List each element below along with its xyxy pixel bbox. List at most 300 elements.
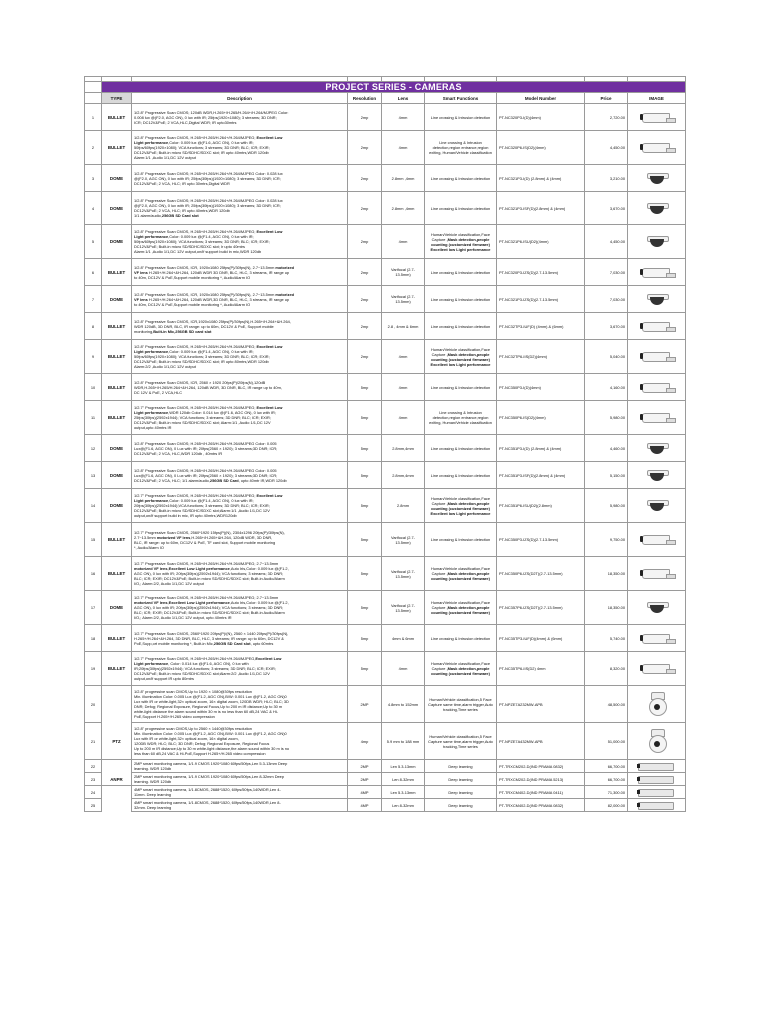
image-cell — [628, 435, 686, 462]
description-line: VF lens H.265+/H.264+&H.264, 120dB WDR,3D DNR, BLC, HLC, 3 streams, IR range up — [134, 296, 290, 302]
price: 9,750.00 — [585, 523, 628, 557]
description-cell — [132, 104, 348, 131]
row-number: 12 — [85, 435, 102, 462]
description-line: 1/2.8" Progressive Scan CMOS; H.265+/H.265/H.264+/H.264/MJPEG Color: 0.005 — [134, 440, 277, 446]
row-number: 8 — [85, 313, 102, 340]
camera-type: DOME — [102, 286, 132, 313]
description-line: DC12V&PoE; 2 VCA, HLC; 1/1 alarm/audio,256GB SD Card, upto 40mtr IR,WDR 120db — [134, 477, 287, 483]
description-line: to 40m, DC12V & PoE,Support mobile monitoring *, Audio/Alarm IO — [134, 274, 251, 280]
description-line: 1/2.7" Progressive Scan CMOS, H.265+/H.265/H.264+/H.264/MJPEG,Excellent Low — [134, 656, 282, 661]
description-line: PoE,Support H.265+/H.265 video compression — [134, 714, 215, 719]
image-cell — [628, 340, 686, 374]
description-cell — [132, 286, 348, 313]
anpr-camera-icon — [637, 761, 677, 771]
table-row — [85, 192, 686, 225]
model-number: PT-NC35TP3-IUF(D)(4mm) & (6mm) — [497, 625, 585, 652]
camera-type: DOME — [102, 192, 132, 225]
description-line: DC12V&PoE; Built-in micro SD/SDHC/SDXC slot;Alarm:2/2 ,Audio 1/1,DC 12V — [134, 671, 270, 676]
bullet-camera-icon — [640, 141, 674, 153]
ptz-camera-icon — [647, 691, 667, 717]
model-number: PT-NC350P3-IZS(D)(2.7-13.5mm) — [497, 523, 585, 557]
dome-camera-icon — [646, 171, 668, 185]
header-type: TYPE — [102, 93, 132, 104]
model-number: PT-TRXCM202-D(IND PRAMA 5213) — [497, 773, 585, 786]
image-cell — [628, 225, 686, 259]
model-number: PT-NC321P3-IZS(D)(2.7-13.5mm) — [497, 286, 585, 313]
model-number: PT-NC320P3-IZS(D)(2.7-13.5mm) — [497, 259, 585, 286]
table-row — [85, 591, 686, 625]
row-number: 11 — [85, 401, 102, 435]
camera-type: BULLET — [102, 652, 132, 686]
description-line: 1/2.8" Progressive Scan CMOS, ICR, 1920x1080 25fps(P)/30fps(N), 2.7~13.5mm motorized — [134, 264, 294, 270]
table-row — [85, 489, 686, 523]
model-number: PT-NC350P6-IZS(D2T)(2.7-13.5mm) — [497, 557, 585, 591]
description-line: BLC, IR range: up to 60m, DC12V & PoE, TF card slot, Support mobile monitoring — [134, 539, 276, 545]
table-row — [85, 104, 686, 131]
row-number: 19 — [85, 652, 102, 686]
row-number: 17 — [85, 591, 102, 625]
description-line: AGC ON), 0 lux with IR; 20fps(30fps)(2592x1944); VCA functions; 3 streams; 3D DNR; — [134, 571, 284, 576]
bullet-camera-icon — [640, 350, 674, 362]
bullet-camera-icon — [640, 662, 674, 674]
resolution: 5mp — [348, 489, 382, 523]
description-line: 1/2.7" Progressive Scan CMOS, H.265+/H.265/H.264+/H.264/MJPEG; Excellent Low — [134, 493, 283, 498]
model-number: PT-NC32TP6-IIS(D2)(4mm) — [497, 340, 585, 374]
camera-type: BULLET — [102, 625, 132, 652]
lens: 2.8 , 4mm & 6mm — [382, 313, 425, 340]
model-number: PT-NC351P3-I(D) (2.8mm) & (4mm) — [497, 435, 585, 462]
smart-functions: Human/Vehicle classification,Face Capture ,Mask detection,people counting (customized firmware) — [425, 652, 497, 686]
description-line: 1/2.8" progressive scan CMOS,Up to 2560 × 1440@30fps resolution — [134, 726, 252, 731]
description-line: 25fps(30fps)(2592x1944); VCA functions; 3 streams; 3D DNR; BLC; ICR; EXIR; — [134, 415, 271, 420]
description-cell — [132, 799, 348, 812]
lens: 4mm — [382, 652, 425, 686]
row-number: 22 — [85, 760, 102, 773]
row-number: 5 — [85, 225, 102, 259]
description-line: I/O,; Alarm:2/2, Audio 1/1,DC 12V output, upto 40mtrs IR — [134, 615, 232, 620]
description-line: 20fps(30fps)(2592x1944);VCA functions; 3 streams; 3D DNR; BLC; ICR; EXIR; — [134, 503, 270, 508]
row-number: 21 — [85, 723, 102, 760]
row-number: 16 — [85, 557, 102, 591]
smart-functions: Line crossing & Intrusion detection — [425, 165, 497, 192]
lens: 4mm & 6mm — [382, 625, 425, 652]
camera-type: DOME — [102, 591, 132, 625]
description-line: 1/2.8" Progressive Scan CMOS; H.265+/H.265/H.264+/H.264/MJPEG Color: 0.028 lux — [134, 198, 283, 203]
table-row — [85, 799, 686, 812]
camera-type — [102, 760, 132, 773]
description-line: Light performance,WDR 120db Color: 0.014 lux @(F1.6, AGC ON), 0 lux with IR; — [134, 410, 276, 415]
model-number: PT-NC350P3-I(D)(4mm) — [497, 374, 585, 401]
image-cell — [628, 286, 686, 313]
model-number: PT-NC321P6-ISU(D2)(4mm) — [497, 225, 585, 259]
price: 66,700.00 — [585, 773, 628, 786]
description-line: 1/2.7" Progressive Scan CMOS, H.265+/H.265/H.264+/H.264/MJPEG; 2.7~13.5mm — [134, 595, 279, 600]
description-line: 1/2.8" Progressive Scan CMOS, ICR, 2560 × 1920 20fps(P)/20fps(N),120dB — [134, 379, 266, 385]
row-number: 1 — [85, 104, 102, 131]
lens: 2.8mm ,4mm — [382, 165, 425, 192]
resolution: 5mp — [348, 462, 382, 489]
description-line: Light performance,Color: 0.009 lux @(F1.4, AGC ON), 0 lux with IR; — [134, 498, 254, 503]
resolution: 2MP — [348, 686, 382, 723]
row-number: 24 — [85, 786, 102, 799]
camera-type: BULLET — [102, 557, 132, 591]
lens: Len 5.3-13mm — [382, 760, 425, 773]
table-row — [85, 165, 686, 192]
description-line: 32mm. Deep learning — [134, 805, 172, 810]
dome-camera-icon — [646, 498, 668, 512]
description-line: motorized VF lens,Excellent Low Light performance,Auto Iris,Color: 0.009 lux @(F1.2, — [134, 600, 289, 605]
description-line: 1/2.7" Progressive Scan CMOS, H.265+/H.265/H.264+/H.264/MJPEG; Excellent Low — [134, 405, 283, 410]
smart-functions: Human/Vehicle classification,5 Face Capture same time,alarm trigger,Auto tracking,Time series — [425, 723, 497, 760]
lens: Varifocal (2.7-13.5mm) — [382, 557, 425, 591]
lens: 2.8mm ,4mm — [382, 192, 425, 225]
smart-functions: Line crossing & Intrusion detection — [425, 313, 497, 340]
resolution: 4mp — [348, 723, 382, 760]
description-line: learning. WDR 120db — [134, 766, 172, 771]
anpr-camera-icon — [637, 787, 677, 797]
description-line: Lux@(F1.6, AGC ON), 0 Lux with IR; 20fps(2560 × 1920); 3 streams;3D DNR; ICR; — [134, 472, 278, 478]
model-number: PT-NC32TP3-IUF(D) (4mm) & (6mm) — [497, 313, 585, 340]
smart-functions: Deep learning — [425, 773, 497, 786]
ptz-camera-icon — [647, 728, 667, 754]
resolution: 5mp — [348, 625, 382, 652]
price: 7,030.00 — [585, 286, 628, 313]
camera-type: ANPR — [102, 773, 132, 786]
resolution: 4MP — [348, 799, 382, 812]
row-number: 15 — [85, 523, 102, 557]
camera-type: BULLET — [102, 131, 132, 165]
description-cell — [132, 625, 348, 652]
lens: Len 5.3-13mm — [382, 786, 425, 799]
camera-type: DOME — [102, 489, 132, 523]
table-row — [85, 435, 686, 462]
description-line: 1/2.8" Progressive Scan CMOS; H.265+/H.265/H.264+/H.264/MJPEG Color: 0.028 lux — [134, 170, 283, 176]
bullet-camera-icon — [640, 533, 674, 545]
table-row — [85, 374, 686, 401]
description-line: 2MP smart monitoring camera, 1/1.9 CMOS 1920*1080 60fps/50fps,Len 8-32mm Deep — [134, 774, 285, 779]
description-line: DNR; Defog; Regional Exposure, Regional Focus,Up to 200 m IR distance;Up to 30 m — [134, 704, 283, 709]
bullet-camera-icon — [640, 381, 674, 393]
resolution: 5mp — [348, 591, 382, 625]
description-line: H.265+/H.264+&H.264, 3D DNR, BLC, HLC, 3 streams; IR range: up to 60m, DC12V & — [134, 635, 284, 641]
table-row — [85, 340, 686, 374]
description-line: I/O,; Alarm:2/2, Audio 1/1,DC 12V output — [134, 581, 204, 586]
lens: Varifocal (2.7-13.5mm) — [382, 259, 425, 286]
model-number: PT-TRXCM202-D(IND PRAMA 0832) — [497, 760, 585, 773]
description-line: Min. illumination Color: 0.005 Lux @(F1.2, AGC ON),B/W: 0.001 Lux @(F1.2, AGC ON)0 — [134, 694, 287, 699]
smart-functions: Line crossing & Intrusion detection,region entrance,region exiting, Human/Vehicle classification — [425, 401, 497, 435]
camera-type — [102, 799, 132, 812]
description-line: learning. WDR 120db — [134, 779, 172, 784]
camera-type: DOME — [102, 435, 132, 462]
description-line: BLC; ICR; EXIR; DC12V&PoE; Built-in micro SD/SDHC/SDXC slot; Built-in Audio/Alarm — [134, 576, 285, 581]
image-cell — [628, 723, 686, 760]
model-number: PT-NPZE7A432MW-APB — [497, 723, 585, 760]
description-line: 11mm. Deep learning — [134, 792, 171, 797]
image-cell — [628, 760, 686, 773]
description-line: 4MP smart monitoring camera, 1/1.8CMOS, 2688*1520, 60fps/50fps,140WDR,Len 4- — [134, 787, 281, 792]
description-line: 1/2.8" Progressive Scan CMOS, H.265+/H.265/H.264+/H.264/MJPEG; Excellent Low — [134, 344, 283, 349]
resolution: 4MP — [348, 786, 382, 799]
description-line: Alarm:1/1 ,Audio 1/1,DC 12V output,on/if support build in mic,WDR 120db — [134, 249, 262, 254]
description-line: Alarm:2/2 ,Audio 1/1,DC 12V output — [134, 364, 196, 369]
lens: 4mm — [382, 104, 425, 131]
description-line: Light performance,Color: 0.009 lux @(F1.4, AGC ON), 0 lux with IR; — [134, 349, 254, 354]
bullet-camera-icon — [640, 567, 674, 579]
lens: 5.9 mm to 188 mm — [382, 723, 425, 760]
row-number: 20 — [85, 686, 102, 723]
description-cell — [132, 557, 348, 591]
resolution: 2MP — [348, 760, 382, 773]
smart-functions: Line crossing & Intrusion detection,region entrance,region exiting, Human/Vehicle classification — [425, 131, 497, 165]
dome-camera-icon — [646, 234, 668, 248]
table-row — [85, 259, 686, 286]
model-number: PT-NC320P6-IS(D2)(4mm) — [497, 131, 585, 165]
price: 5,040.00 — [585, 340, 628, 374]
lens: Len 8-32mm — [382, 773, 425, 786]
description-line: 2MP smart monitoring camera, 1/1.9 CMOS 1920*1080 60fps/50fps,Len 5.3-13mm Deep — [134, 761, 288, 766]
description-cell — [132, 401, 348, 435]
image-cell — [628, 401, 686, 435]
price: 66,700.00 — [585, 760, 628, 773]
table-row — [85, 286, 686, 313]
resolution: 5mp — [348, 523, 382, 557]
row-number: 18 — [85, 625, 102, 652]
image-cell — [628, 192, 686, 225]
price: 48,500.00 — [585, 686, 628, 723]
description-cell — [132, 462, 348, 489]
description-cell — [132, 591, 348, 625]
price: 7,030.00 — [585, 259, 628, 286]
bullet-camera-icon — [640, 320, 674, 332]
row-number: 13 — [85, 462, 102, 489]
description-line: 1/1 alarm/audio,256GB SD Card slot — [134, 213, 199, 218]
dome-camera-icon — [646, 292, 668, 306]
table-title: PROJECT SERIES - CAMERAS — [102, 82, 686, 93]
dome-camera-icon — [646, 600, 668, 614]
description-cell — [132, 313, 348, 340]
description-cell — [132, 523, 348, 557]
description-line: 1/2.8" Progressive Scan CMOS; 120dB WDR,H.265+/H.265/H.264+/H.264/MJPEG Color: — [134, 109, 289, 115]
table-row — [85, 225, 686, 259]
price: 82,000.00 — [585, 799, 628, 812]
description-line: 120DB WDR; HLC; BLC; 3D DNR; Defog; Regional Exposure, Regional Focus — [134, 741, 270, 746]
description-line: DC12V&PoE; Built-in micro SD/SDHC/SDXC slot; IR upto 80mtrs,WDR 120db — [134, 359, 269, 364]
smart-functions: Line crossing & Intrusion detection — [425, 625, 497, 652]
smart-functions: Line crossing & Intrusion detection — [425, 259, 497, 286]
camera-type: BULLET — [102, 374, 132, 401]
description-cell — [132, 165, 348, 192]
lens: 2.8mm — [382, 489, 425, 523]
description-line: Light performance,Color: 0.009 lux @(F1.4, AGC ON), 0 lux with IR; — [134, 234, 254, 239]
table-row — [85, 401, 686, 435]
description-line: 50fps/60fps(1920×1080); VCA functions; 3 streams; 3D DNR; BLC; ICR; EXIR; — [134, 239, 270, 244]
bullet-camera-icon — [640, 111, 674, 123]
resolution: 5mp — [348, 435, 382, 462]
model-number: PT-NC321P3-ISF(D)(2.8mm) & (4mm) — [497, 192, 585, 225]
table-row — [85, 131, 686, 165]
camera-type: PTZ — [102, 723, 132, 760]
description-cell — [132, 435, 348, 462]
description-line: 2.7~13.5mm motorized VF lens,H.265+/H.265+&H.264, 120dB WDR, 3D DNR, — [134, 534, 273, 540]
description-line: 1/2.8" progressive scan CMOS,Up to 1920 × 1080@30fps resolution — [134, 689, 252, 694]
smart-functions: Human/Vehicle classification,Face Capture ,Mask detection,people counting (customized firmware) — [425, 591, 497, 625]
description-line: output,upto 40mtrs IR — [134, 425, 172, 430]
price: 4,450.00 — [585, 131, 628, 165]
description-cell — [132, 760, 348, 773]
description-line: 1/2.8" Progressive Scan CMOS, H.265+/H.265/H.264+/H.264/MJPEG; Excellent Low — [134, 229, 283, 234]
bullet-camera-icon — [640, 632, 674, 644]
lens: 4mm — [382, 340, 425, 374]
description-cell — [132, 340, 348, 374]
table-row — [85, 652, 686, 686]
description-line: motorized VF lens,Excellent Low Light performance,Auto Iris,Color: 0.009 lux @(F1.2, — [134, 566, 289, 571]
smart-functions: Human/Vehicle classification,Face Capture ,Mask detection,people counting (customized firmware) Excellent low Light performance — [425, 225, 497, 259]
resolution: 2mp — [348, 340, 382, 374]
description-line: Alarm:1/1 ,Audio 1/1,DC 12V output — [134, 155, 196, 160]
price: 18,350.00 — [585, 557, 628, 591]
description-cell — [132, 652, 348, 686]
model-number: PT-NC357P6-IZS(D2T)(2.7-13.5mm) — [497, 591, 585, 625]
price: 8,320.00 — [585, 652, 628, 686]
lens: 4mm — [382, 131, 425, 165]
table-row — [85, 686, 686, 723]
row-number: 6 — [85, 259, 102, 286]
price: 51,000.00 — [585, 723, 628, 760]
header-smart-functions: Smart Functions — [425, 93, 497, 104]
table-row — [85, 523, 686, 557]
smart-functions: Human/Vehicle classification,5 Face Capture same time,alarm trigger,Auto tracking,Time series — [425, 686, 497, 723]
row-number: 4 — [85, 192, 102, 225]
image-cell — [628, 131, 686, 165]
table-row — [85, 723, 686, 760]
smart-functions: Line crossing & Intrusion detection — [425, 374, 497, 401]
description-cell — [132, 225, 348, 259]
description-line: Up to 200 m IR distance;Up to 30 m white-light distance,the alarm sound within 30 m is no — [134, 746, 290, 751]
header-lens: Lens — [382, 93, 425, 104]
description-line: 1/2.7" Progressive Scan CMOS, H.265+/H.265/H.264+/H.264/MJPEG; 2.7~13.5mm — [134, 561, 279, 566]
smart-functions: Human/Vehicle classification,Face Capture ,Mask detection,people counting (customized firmware) Excellent low Light performance — [425, 340, 497, 374]
description-line: to 40m, DC12V & PoE,Support mobile monitoring *, Audio/Alarm IO — [134, 301, 251, 307]
description-cell — [132, 192, 348, 225]
price: 71,300.00 — [585, 786, 628, 799]
description-cell — [132, 786, 348, 799]
description-line: 1/2.7" Progressive Scan CMOS, 2560*1920 15fps(P)(N), 2304x1296 20fps(P)/30fps(N), — [134, 529, 285, 535]
row-number: 10 — [85, 374, 102, 401]
description-cell — [132, 374, 348, 401]
description-line: monitoring,Built-in Mic,256GB SD card slot — [134, 328, 212, 334]
image-cell — [628, 652, 686, 686]
lens: 4mm — [382, 225, 425, 259]
image-cell — [628, 462, 686, 489]
header-model-number: Model Number — [497, 93, 585, 104]
lens: Varifocal (2.7-13.5mm) — [382, 591, 425, 625]
resolution: 5mp — [348, 374, 382, 401]
image-cell — [628, 489, 686, 523]
description-line: Light performance,Color: 0.009 lux @(F1.6, AGC ON), 0 lux with IR; — [134, 140, 254, 145]
header-row — [85, 93, 686, 104]
anpr-camera-icon — [637, 800, 677, 810]
table-row — [85, 786, 686, 799]
description-line: @(F2.0, AGC ON), 0 lux with IR; 25fps(30fps)(1920×1080); 3 streams; 3D DNR; ICR; — [134, 175, 281, 181]
image-cell — [628, 313, 686, 340]
row-number: 25 — [85, 799, 102, 812]
description-line: 1/2.8" Progressive Scan CMOS; H.265+/H.265/H.264+/H.264/MJPEG Color: 0.005 — [134, 467, 277, 473]
description-line: DC 12V & PoE, 2 VCA,HLC — [134, 389, 183, 395]
header-description: Description — [132, 93, 348, 104]
price: 3,210.00 — [585, 165, 628, 192]
lens: 4mm — [382, 374, 425, 401]
description-line: DC12V&PoE; 2 VCA, HLC; IR upto 40mtrs,WDR 120db — [134, 208, 230, 213]
resolution: 2mp — [348, 131, 382, 165]
image-cell — [628, 557, 686, 591]
image-cell — [628, 259, 686, 286]
smart-functions: Line crossing & Intrusion detection — [425, 435, 497, 462]
table-row — [85, 625, 686, 652]
description-line: white-light distance the alarm sound within 30 m is no less than 60 dB,24 VAC & Hi- — [134, 709, 278, 714]
camera-type: DOME — [102, 462, 132, 489]
image-cell — [628, 686, 686, 723]
image-cell — [628, 523, 686, 557]
price: 3,670.00 — [585, 192, 628, 225]
description-line: output,on/if support IR upto 80mtrs — [134, 676, 194, 681]
description-line: 1/2.7" Progressive Scan CMOS, 2560*1920 20fps(P)/(N), 2560 × 1440 20fps(P)/30fps(N), — [134, 630, 289, 636]
description-cell — [132, 723, 348, 760]
description-line: VF lens H.265+/H.264+&H.264, 120dB WDR 3D DNR, BLC, HLC, 3 streams, IR range up — [134, 269, 290, 275]
row-number: 2 — [85, 131, 102, 165]
description-line: WDR 120dB, 3D DNR, BLC, IR range: up to 60m, DC12V & PoE, Support mobile — [134, 323, 274, 329]
description-line: less than 60 dB,24 VAC & Hi-PoE,Support H.265+/H.265 video compression — [134, 751, 266, 756]
smart-functions: Human/Vehicle classification,Face Capture ,Mask detection,people counting (customized firmware) Excellent low Light performance — [425, 489, 497, 523]
title-row — [85, 82, 686, 93]
description-line: Lux with IR or white-light,32× optical zoom, 16× digital zoom, — [134, 736, 239, 741]
smart-functions: Deep learning — [425, 799, 497, 812]
smart-functions: Line crossing & Intrusion detection — [425, 192, 497, 225]
description-cell — [132, 259, 348, 286]
description-line: 0.008 lux @(F2.0, AGC ON), 0 lux with IR; 25fps(1920×1080); 3 streams; 3D DNR; — [134, 114, 277, 120]
resolution: 2mp — [348, 286, 382, 313]
model-number: PT-NC35TP6-IIS(D2) 4mm — [497, 652, 585, 686]
camera-type: BULLET — [102, 340, 132, 374]
camera-type — [102, 786, 132, 799]
description-line: WDR,H.265+/H.265/H.264+&H.264, 120dB WDR, 3D DNR, BLC, IR range up to 40m, — [134, 384, 282, 390]
model-number: PT-NPZE7A232MW-APB — [497, 686, 585, 723]
description-line: @(F2.0, AGC ON), 0 lux with IR; 25fps(30fps)(1920×1080); 3 streams; 3D DNR; ICR; — [134, 203, 281, 208]
header-image: IMAGE — [628, 93, 686, 104]
description-line: DC12V&PoE; Built-in micro SD/SDHC/SDXC slot; Ir upto 40mtrs — [134, 244, 245, 249]
image-cell — [628, 799, 686, 812]
anpr-camera-icon — [637, 774, 677, 784]
smart-functions: Deep learning — [425, 760, 497, 773]
description-line: DC12V&PoE; Built-in micro SD/SDHC/SDXC slot; IR upto 40mtrs,WDR 120db — [134, 150, 269, 155]
description-line: DC12V&PoE; Built-in micro SD/SDHC/SDXC slot; Alarm:1/1 ,Audio 1/1,DC 12V — [134, 420, 271, 425]
model-number: PT-TRXCM402-D(IND PRAMA 0411) — [497, 786, 585, 799]
smart-functions: Human/Vehicle classification,Face Capture ,Mask detection,people counting (customized firmware) — [425, 557, 497, 591]
table-row — [85, 760, 686, 773]
camera-type: DOME — [102, 225, 132, 259]
camera-type: BULLET — [102, 259, 132, 286]
description-cell — [132, 773, 348, 786]
dome-camera-icon — [646, 468, 668, 482]
smart-functions: Line crossing & Intrusion detection — [425, 104, 497, 131]
resolution: 2mp — [348, 259, 382, 286]
camera-type: BULLET — [102, 401, 132, 435]
dome-camera-icon — [646, 201, 668, 215]
model-number: PT-NC350P6-IS(D2)(4mm) — [497, 401, 585, 435]
description-line: IR;20fps(30fps)(2592x1944); VCA functions; 3 streams; 3D DNR; BLC; ICR; EXIR; — [134, 666, 276, 671]
price: 4,450.00 — [585, 225, 628, 259]
image-cell — [628, 773, 686, 786]
